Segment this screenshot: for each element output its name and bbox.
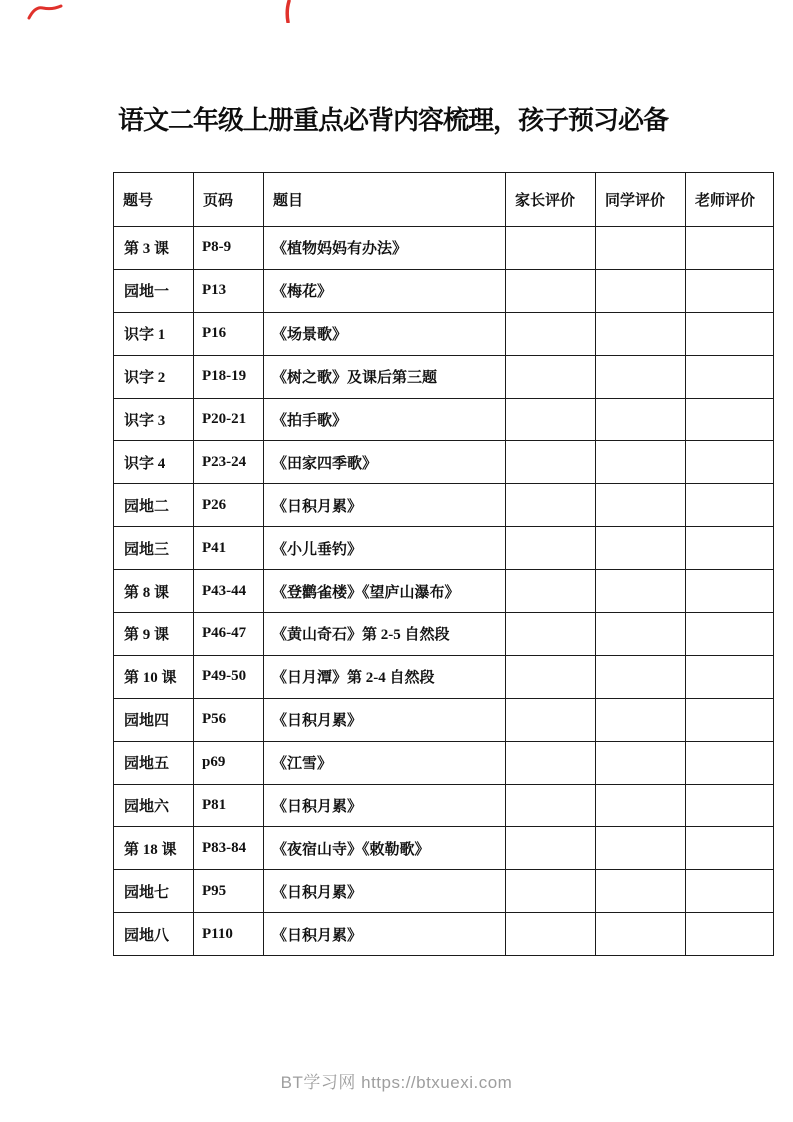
title-cell: 《场景歌》	[264, 312, 506, 355]
page-cell: P81	[194, 784, 264, 827]
classmate-eval-cell	[596, 441, 686, 484]
table-row	[114, 613, 774, 656]
teacher-eval-cell	[686, 613, 774, 656]
table-row	[114, 570, 774, 613]
classmate-eval-cell	[596, 655, 686, 698]
teacher-eval-cell	[686, 913, 774, 956]
title-cell: 《登鹳雀楼》《望庐山瀑布》	[264, 570, 506, 613]
lesson-cell: 第 8 课	[114, 570, 194, 613]
page-cell: P23-24	[194, 441, 264, 484]
lesson-cell: 识字 3	[114, 398, 194, 441]
lesson-cell: 园地八	[114, 913, 194, 956]
classmate-eval-cell	[596, 698, 686, 741]
col-header-page: 页码	[194, 173, 264, 227]
parent-eval-cell	[506, 227, 596, 270]
teacher-eval-cell	[686, 398, 774, 441]
classmate-eval-cell	[596, 484, 686, 527]
col-header-lesson: 题号	[114, 173, 194, 227]
table-row	[114, 913, 774, 956]
table-row	[114, 398, 774, 441]
parent-eval-cell	[506, 269, 596, 312]
title-cell: 《日积月累》	[264, 698, 506, 741]
page-cell: P110	[194, 913, 264, 956]
classmate-eval-cell	[596, 570, 686, 613]
red-pen-mark-left-icon	[26, 3, 64, 21]
title-cell: 《植物妈妈有办法》	[264, 227, 506, 270]
parent-eval-cell	[506, 441, 596, 484]
col-header-parent-eval: 家长评价	[506, 173, 596, 227]
footer-watermark	[0, 1068, 793, 1093]
teacher-eval-cell	[686, 227, 774, 270]
table-row	[114, 741, 774, 784]
lesson-cell: 第 18 课	[114, 827, 194, 870]
title-cell: 《日积月累》	[264, 784, 506, 827]
page-cell: P43-44	[194, 570, 264, 613]
teacher-eval-cell	[686, 269, 774, 312]
parent-eval-cell	[506, 312, 596, 355]
page-cell: P20-21	[194, 398, 264, 441]
title-cell: 《树之歌》及课后第三题	[264, 355, 506, 398]
title-cell: 《日积月累》	[264, 913, 506, 956]
parent-eval-cell	[506, 655, 596, 698]
table-row	[114, 870, 774, 913]
page-title: 语文二年级上册重点必背内容梳理，孩子预习必备	[118, 106, 669, 135]
parent-eval-cell	[506, 870, 596, 913]
classmate-eval-cell	[596, 227, 686, 270]
teacher-eval-cell	[686, 484, 774, 527]
footer-site-name: BT学习网	[280, 1073, 356, 1092]
title-cell: 《日积月累》	[264, 484, 506, 527]
parent-eval-cell	[506, 827, 596, 870]
teacher-eval-cell	[686, 827, 774, 870]
page-cell: P26	[194, 484, 264, 527]
red-pen-mark-center-icon	[281, 0, 295, 23]
page-cell: P13	[194, 269, 264, 312]
classmate-eval-cell	[596, 870, 686, 913]
page-cell: P16	[194, 312, 264, 355]
page-cell: P18-19	[194, 355, 264, 398]
parent-eval-cell	[506, 484, 596, 527]
title-cell: 《田家四季歌》	[264, 441, 506, 484]
lesson-cell: 园地三	[114, 527, 194, 570]
table-row	[114, 655, 774, 698]
teacher-eval-cell	[686, 312, 774, 355]
lesson-cell: 园地二	[114, 484, 194, 527]
table-row	[114, 698, 774, 741]
title-cell: 《日积月累》	[264, 870, 506, 913]
table-row	[114, 227, 774, 270]
table-body	[114, 227, 774, 956]
page-cell: P95	[194, 870, 264, 913]
lesson-cell: 园地五	[114, 741, 194, 784]
teacher-eval-cell	[686, 784, 774, 827]
lesson-cell: 园地四	[114, 698, 194, 741]
table-row	[114, 312, 774, 355]
parent-eval-cell	[506, 613, 596, 656]
classmate-eval-cell	[596, 398, 686, 441]
table-row	[114, 827, 774, 870]
parent-eval-cell	[506, 784, 596, 827]
parent-eval-cell	[506, 698, 596, 741]
title-cell: 《梅花》	[264, 269, 506, 312]
page-cell: P49-50	[194, 655, 264, 698]
col-header-title: 题目	[264, 173, 506, 227]
parent-eval-cell	[506, 398, 596, 441]
classmate-eval-cell	[596, 527, 686, 570]
classmate-eval-cell	[596, 913, 686, 956]
teacher-eval-cell	[686, 741, 774, 784]
page-cell: P41	[194, 527, 264, 570]
teacher-eval-cell	[686, 441, 774, 484]
page-cell: P46-47	[194, 613, 264, 656]
lesson-cell: 园地一	[114, 269, 194, 312]
lesson-cell: 识字 2	[114, 355, 194, 398]
teacher-eval-cell	[686, 527, 774, 570]
col-header-classmate-eval: 同学评价	[596, 173, 686, 227]
lesson-cell: 第 3 课	[114, 227, 194, 270]
title-cell: 《日月潭》第 2-4 自然段	[264, 655, 506, 698]
parent-eval-cell	[506, 527, 596, 570]
table-row	[114, 527, 774, 570]
page-cell: P8-9	[194, 227, 264, 270]
table-row	[114, 484, 774, 527]
col-header-teacher-eval: 老师评价	[686, 173, 774, 227]
title-cell: 《小儿垂钓》	[264, 527, 506, 570]
teacher-eval-cell	[686, 570, 774, 613]
page-cell: P56	[194, 698, 264, 741]
lesson-cell: 园地七	[114, 870, 194, 913]
lesson-cell: 第 9 课	[114, 613, 194, 656]
teacher-eval-cell	[686, 655, 774, 698]
lesson-cell: 园地六	[114, 784, 194, 827]
table-row	[114, 441, 774, 484]
review-table	[113, 172, 774, 956]
title-cell: 《夜宿山寺》《敕勒歌》	[264, 827, 506, 870]
parent-eval-cell	[506, 570, 596, 613]
table-header-row	[114, 173, 774, 227]
lesson-cell: 第 10 课	[114, 655, 194, 698]
table-row	[114, 269, 774, 312]
classmate-eval-cell	[596, 355, 686, 398]
teacher-eval-cell	[686, 355, 774, 398]
title-cell: 《黄山奇石》第 2-5 自然段	[264, 613, 506, 656]
page-cell: P83-84	[194, 827, 264, 870]
classmate-eval-cell	[596, 613, 686, 656]
parent-eval-cell	[506, 741, 596, 784]
classmate-eval-cell	[596, 741, 686, 784]
lesson-cell: 识字 4	[114, 441, 194, 484]
parent-eval-cell	[506, 913, 596, 956]
teacher-eval-cell	[686, 698, 774, 741]
footer-url: https://btxuexi.com	[361, 1073, 513, 1092]
title-cell: 《拍手歌》	[264, 398, 506, 441]
classmate-eval-cell	[596, 784, 686, 827]
page-cell: p69	[194, 741, 264, 784]
classmate-eval-cell	[596, 312, 686, 355]
lesson-cell: 识字 1	[114, 312, 194, 355]
parent-eval-cell	[506, 355, 596, 398]
classmate-eval-cell	[596, 269, 686, 312]
table-row	[114, 355, 774, 398]
table-row	[114, 784, 774, 827]
title-cell: 《江雪》	[264, 741, 506, 784]
teacher-eval-cell	[686, 870, 774, 913]
classmate-eval-cell	[596, 827, 686, 870]
